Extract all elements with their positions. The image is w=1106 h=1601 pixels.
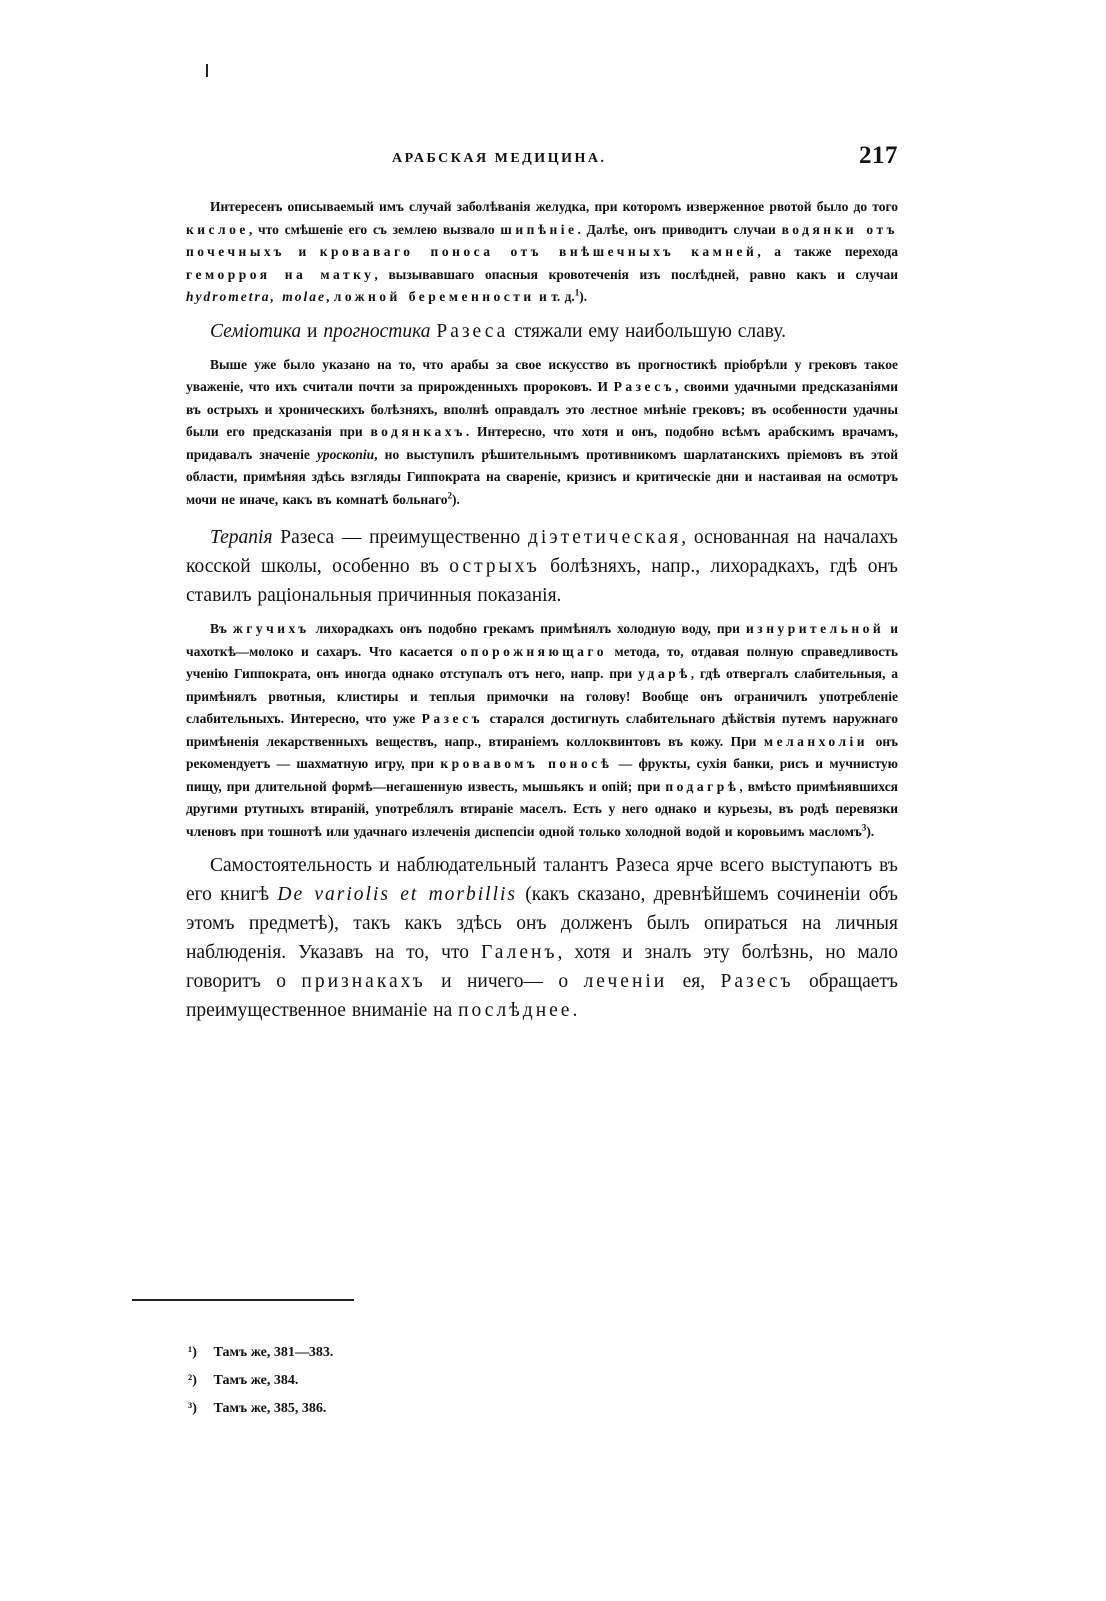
footnote-text: Тамъ же, 384.: [213, 1373, 299, 1388]
paragraph-de-variolis: Самостоятельность и наблюдательный талантъ Разеса ярче всего выступаютъ въ его книгѣ De variolis et morbillis (какъ сказано, древнѣйшемъ сочиненіи объ этомъ предметѣ), такъ какъ здѣсь онъ долженъ былъ опираться на личныя наблюденія. Указавъ на то, что Галенъ, хотя и зналъ эту болѣзнь, но мало говоритъ о признакахъ и ничего— о леченіи ея, Разесъ обращаетъ преимущественное вниманіе на послѣднее.: [186, 855, 899, 1021]
page-number: 217: [859, 142, 898, 169]
footnote-mark: ²): [188, 1373, 197, 1388]
paragraph-therapy: Терапія Разеса — преимущественно діэтетическая, основанная на началахъ косской школы, особенно въ острыхъ болѣзняхъ, напр., лихорадкахъ, гдѣ онъ ставилъ раціональныя причинныя показанія.: [186, 527, 899, 606]
footnote-1: [188, 1339, 333, 1367]
footnote-text: Тамъ же, 381—383.: [213, 1345, 334, 1360]
paragraph-semiotics: Семіотика и прогностика Разеса стяжали ему наибольшую славу.: [210, 320, 787, 342]
footnote-ref-2: 2: [447, 490, 453, 500]
footnote-text: Тамъ же, 385, 386.: [213, 1401, 327, 1416]
margin-mark: [206, 64, 208, 77]
paragraph-prognostics: Выше уже было указано на то, что арабы за свое искусство въ прогностикѣ пріобрѣли у грековъ такое уваженіе, что ихъ считали почти за прирожденныхъ пророковъ. И Разесъ, своими удачными предсказаніями въ острыхъ и хроническихъ болѣзняхъ, вполнѣ оправдалъ это лестное мнѣніе грековъ; въ особенности удачны были его предсказанія при водянкахъ. Интересно, что хотя и онъ, подобно всѣмъ арабскимъ врачамъ, придавалъ значеніе уроскопіи, но выступилъ рѣшительнымъ противникомъ шарлатанскихъ пріемовъ въ этой области, примѣняя здѣсь взгляды Гиппократа на свареніе, кризисъ и критическіе дни и настаивая на осмотръ мочи не иначе, какъ въ комнатѣ больнаго$^2$).: [186, 356, 899, 507]
footnote-ref-1: 1: [574, 287, 580, 298]
footnote-mark: ³): [188, 1401, 197, 1416]
running-title: АРАБСКАЯ МЕДИЦИНА.: [392, 151, 607, 166]
paragraph-stomach-case: Интересенъ описываемый имъ случай заболѣванія желудка, при которомъ изверженное рвотой было до того кислое, что смѣшеніе его съ землею вызвало шипѣніе. Далѣе, онъ приводитъ случаи водянки отъ почечныхъ и кроваваго поноса отъ внѣшечныхъ камней, а также перехода геморроя на матку, вызывавшаго опасныя кровотеченія изъ послѣдней, равно какъ и случаи hydrometra, molae, ложной беременности и т. д.$^1$).: [186, 199, 899, 304]
page-header: [186, 142, 898, 182]
page-body: [186, 196, 898, 1025]
footnote-divider: [132, 1299, 354, 1301]
footnote-2: [188, 1367, 333, 1395]
footnote-3: [188, 1395, 333, 1423]
footnote-ref-3: 3: [861, 822, 867, 832]
footnote-mark: ¹): [188, 1345, 197, 1360]
paragraph-treatments: Въ жгучихъ лихорадкахъ онъ подобно грекамъ примѣнялъ холодную воду, при изнурительной и чахоткѣ—молоко и сахаръ. Что касается опорожняющаго метода, то, отдавая полную справедливость ученію Гиппократа, онъ иногда однако отступалъ отъ него, напр. при ударѣ, гдѣ отвергалъ слабительныя, а примѣнялъ рвотныя, клистиры и теплыя примочки на голову! Вообще онъ ограничилъ употребленіе слабительныхъ. Интересно, что уже Разесъ старался достигнуть слабительнаго дѣйствія путемъ наружнаго примѣненія лекарственныхъ веществъ, напр., втираніемъ коллоквинтовъ въ кожу. При меланхоліи онъ рекомендуетъ — шахматную игру, при кровавомъ поносѣ — фрукты, сухія банки, рисъ и мучнистую пищу, при длительной формѣ—негашенную известь, мышьякъ и опій; при подагрѣ, вмѣсто примѣнявшихся другими ртутныхъ втираній, употреблялъ втираніе маселъ. Есть у него однако и курьезы, въ родѣ перевязки членовъ при тошнотѣ или удачнаго излеченія диспепсіи одной только холодной водой и коровьимъ масломъ$^3$).: [186, 621, 898, 839]
footnotes: [188, 1339, 333, 1423]
